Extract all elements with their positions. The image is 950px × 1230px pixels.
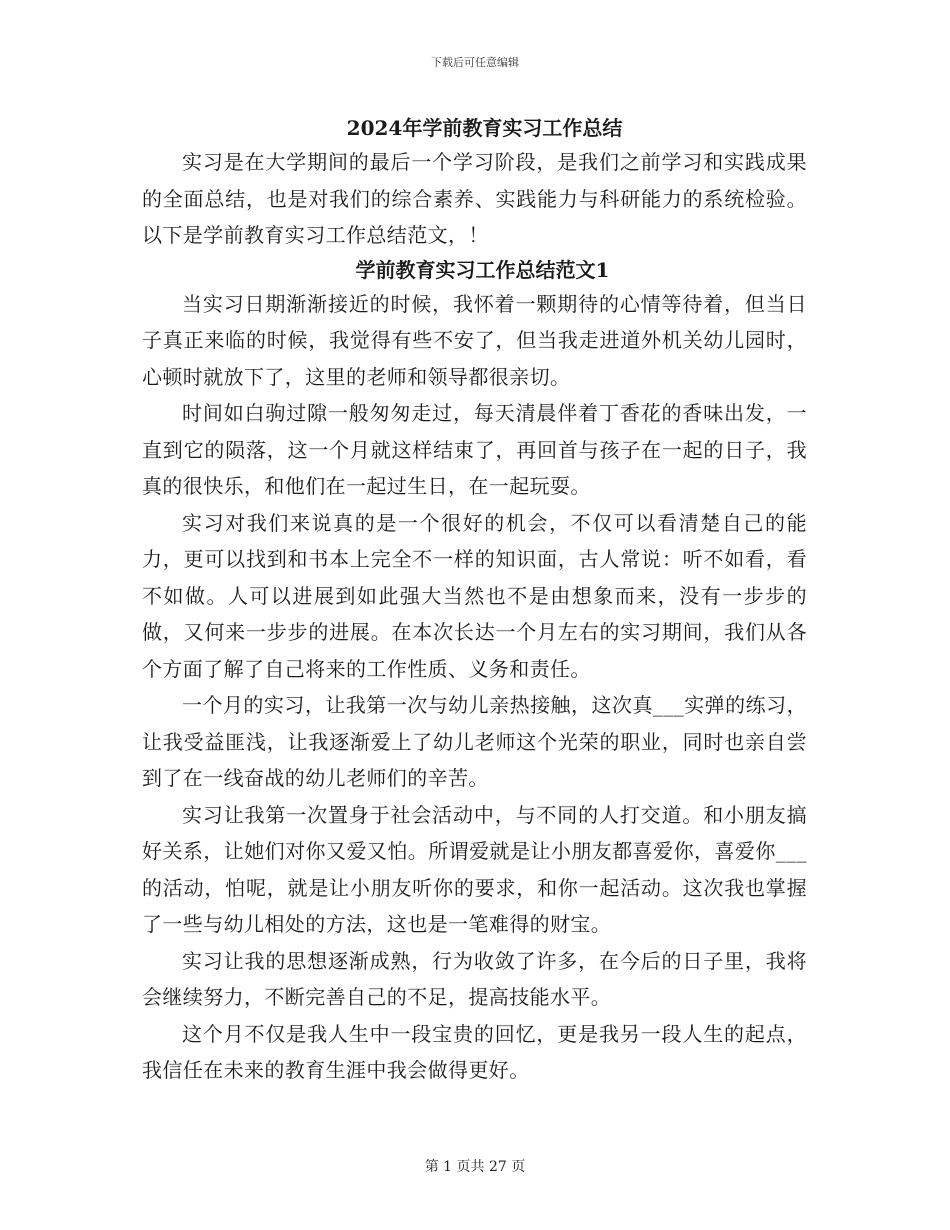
document-body — [142, 112, 807, 1089]
body-paragraph-1: 当实习日期渐渐接近的时候，我怀着一颗期待的心情等待着，但当日子真正来临的时候，我觉得有些不安了，但当我走进道外机关幼儿园时，心顿时就放下了，这里的老师和领导都很亲切。 — [142, 291, 807, 389]
body-paragraph-4: 一个月的实习，让我第一次与幼儿亲热接触，这次真___实弹的练习，让我受益匪浅，让我逐渐爱上了幼儿老师这个光荣的职业，同时也亲自尝到了在一线奋战的幼儿老师们的辛苦。 — [142, 693, 807, 790]
page-footer: 第 1 页共 27 页 — [424, 1159, 526, 1175]
header-note: 下载后可任意编辑 — [431, 56, 519, 69]
body-paragraph-2: 时间如白驹过隙一般匆匆走过，每天清晨伴着丁香花的香味出发，一直到它的陨落，这一个月就这样结束了，再回首与孩子在一起的日子，我真的很快乐，和他们在一起过生日，在一起玩耍。 — [142, 401, 807, 498]
document-title: 2024年学前教育实习工作总结 — [346, 116, 623, 140]
body-paragraph-6: 实习让我的思想逐渐成熟，行为收敛了许多，在今后的日子里，我将会继续努力，不断完善自己的不足，提高技能水平。 — [142, 948, 807, 1009]
body-paragraph-5: 实习让我第一次置身于社会活动中，与不同的人打交道。和小朋友搞好关系，让她们对你又爱又怕。所谓爱就是让小朋友都喜爱你，喜爱你___的活动，怕呢，就是让小朋友听你的要求，和你一起活动。这次我也掌握了一些与幼儿相处的方法，这也是一笔难得的财宝。 — [142, 802, 807, 936]
section-title: 学前教育实习工作总结范文1 — [355, 257, 610, 282]
intro-paragraph: 实习是在大学期间的最后一个学习阶段，是我们之前学习和实践成果的全面总结，也是对我们的综合素养、实践能力与科研能力的系统检验。以下是学前教育实习工作总结范文，！ — [142, 150, 807, 247]
body-paragraph-7: 这个月不仅是我人生中一段宝贵的回忆，更是我另一段人生的起点，我信任在未来的教育生涯中我会做得更好。 — [142, 1021, 807, 1082]
body-paragraph-3: 实习对我们来说真的是一个很好的机会，不仅可以看清楚自己的能力，更可以找到和书本上完全不一样的知识面，古人常说：听不如看，看不如做。人可以进展到如此强大当然也不是由想象而来，没有一步步的做，又何来一步步的进展。在本次长达一个月左右的实习期间，我们从各个方面了解了自己将来的工作性质、义务和责任。 — [142, 510, 807, 681]
